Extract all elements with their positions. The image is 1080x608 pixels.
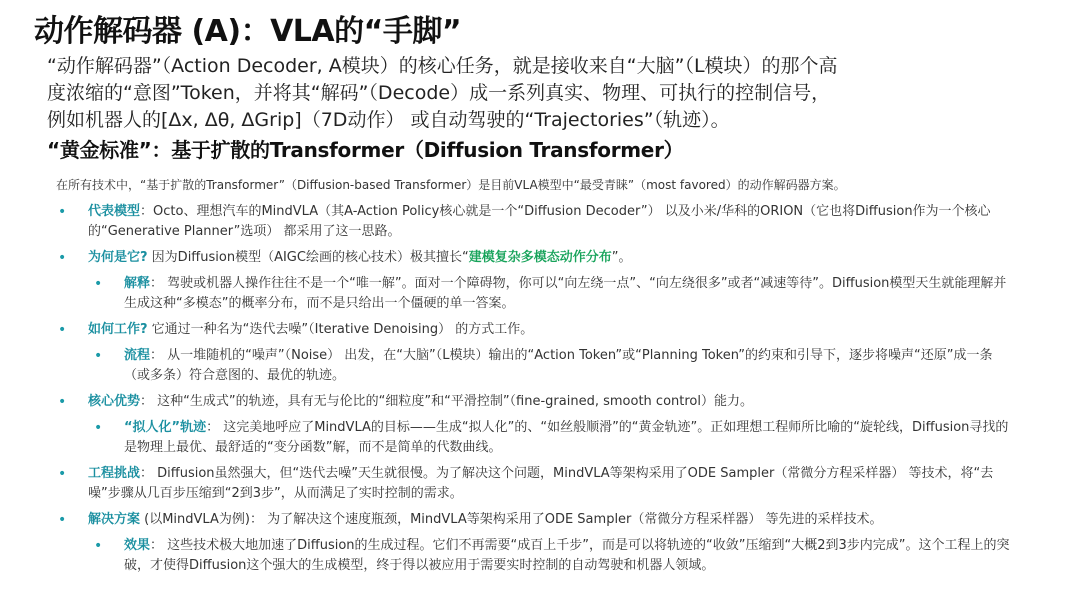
list-item — [56, 464, 1016, 504]
section-subtitle: “黄金标准”：基于扩散的Transformer（Diffusion Transformer） — [47, 138, 684, 162]
bullet-icon: • — [94, 276, 103, 292]
item-label: 工程挑战 — [88, 466, 141, 481]
item-text: 它通过一种名为“迭代去噪”（Iterative Denoising） 的方式工作。 — [147, 322, 534, 337]
sub-list-item — [56, 536, 1016, 576]
item-text: ”。 — [611, 250, 632, 265]
item-label: 核心优势 — [88, 394, 141, 409]
list-item — [56, 202, 1016, 242]
item-text: ： 这完美地呼应了MindVLA的目标——生成“拟人化”的、“如丝般顺滑”的“黄金轨迹”。正如理想工程师所比喻的“旋轮线，Diffusion寻找的是物理上最优、最舒适的“变分函数”解，而不是简单的代数曲线。 — [124, 420, 1009, 455]
sub-list-item — [56, 346, 1016, 386]
bullet-icon: • — [58, 466, 67, 482]
item-label: 为何是它? — [88, 250, 148, 265]
list-item — [56, 320, 1016, 340]
item-text: ： 驾驶或机器人操作往往不是一个“唯一解”。面对一个障碍物，你可以“向左绕一点”、“向左绕很多”或者“减速等待”。Diffusion模型天生就能理解并生成这种“多模态”的概率分布，而不是只给出一个僵硬的单一答案。 — [124, 276, 1007, 311]
bullet-icon: • — [94, 420, 103, 436]
bullet-icon: • — [58, 394, 67, 410]
item-text: ： 这种“生成式”的轨迹，具有无与伦比的“细粒度”和“平滑控制”（fine-grained, smooth control）能力。 — [140, 394, 753, 409]
item-text: ： 从一堆随机的“噪声”（Noise） 出发，在“大脑”（L模块）输出的“Action Token”或“Planning Token”的约束和引导下，逐步将噪声“还原”成一条（或多条）符合意图的、最优的轨迹。 — [124, 348, 993, 383]
bullet-icon: • — [94, 348, 103, 364]
item-label: 代表模型 — [88, 204, 141, 219]
bullet-icon: • — [58, 250, 67, 266]
intro-paragraph — [47, 53, 1007, 134]
sub-list-item — [56, 274, 1016, 314]
item-label: 如何工作? — [88, 322, 148, 337]
intro-line: 例如机器人的[Δx, Δθ, ΔGrip]（7D动作） 或自动驾驶的“Trajectories”（轨迹）。 — [47, 109, 730, 131]
item-text: (以MindVLA为例)： 为了解决这个速度瓶颈，MindVLA等架构采用了ODE Sampler（常微分方程采样器） 等先进的采样技术。 — [140, 512, 883, 527]
bullet-icon: • — [58, 512, 67, 528]
page-title: 动作解码器 (A)：VLA的“手脚” — [34, 14, 462, 49]
intro-line: “动作解码器”（Action Decoder, A模块）的核心任务，就是接收来自“大脑”（L模块）的那个高 — [47, 55, 838, 77]
list-item — [56, 248, 1016, 268]
bullet-icon: • — [94, 538, 103, 554]
intro-line: 度浓缩的“意图”Token，并将其“解码”（Decode）成一系列真实、物理、可执行的控制信号， — [47, 82, 831, 104]
item-label: 效果 — [124, 538, 151, 553]
item-text: ：Octo、理想汽车的MindVLA（其A-Action Policy核心就是一个“Diffusion Decoder”） 以及小米/华科的ORION（它也将Diffusion作为一个核心的“Generative Planner”选项） 都采用了这一思路。 — [88, 204, 991, 239]
sub-list-item — [56, 418, 1016, 458]
item-text: ： Diffusion虽然强大，但“迭代去噪”天生就很慢。为了解决这个问题，MindVLA等架构采用了ODE Sampler（常微分方程采样器） 等技术，将“去噪”步骤从几百步压缩到“2到3步”，从而满足了实时控制的需求。 — [88, 466, 994, 501]
item-text: ： 这些技术极大地加速了Diffusion的生成过程。它们不再需要“成百上千步”，而是可以将轨迹的“收敛”压缩到“大概2到3步内完成”。这个工程上的突破，才使得Diffusion这个强大的生成模型，终于得以被应用于需要实时控制的自动驾驶和机器人领域。 — [124, 538, 1010, 573]
bullet-icon: • — [58, 204, 67, 220]
item-text: 因为Diffusion模型（AIGC绘画的核心技术）极其擅长“ — [147, 250, 469, 265]
bullet-icon: • — [58, 322, 67, 338]
item-label: “拟人化”轨迹 — [124, 420, 207, 435]
list-item — [56, 392, 1016, 412]
item-label: 流程 — [124, 348, 151, 363]
item-label: 解释 — [124, 276, 151, 291]
highlight-text: 建模复杂多模态动作分布 — [468, 250, 612, 265]
lead-text: 在所有技术中，“基于扩散的Transformer”（Diffusion-based Transformer）是目前VLA模型中“最受青睐”（most favored）的动作解码器方案。 — [56, 178, 846, 192]
bullet-list — [56, 202, 1016, 582]
item-label: 解决方案 — [88, 512, 141, 527]
list-item — [56, 510, 1016, 530]
